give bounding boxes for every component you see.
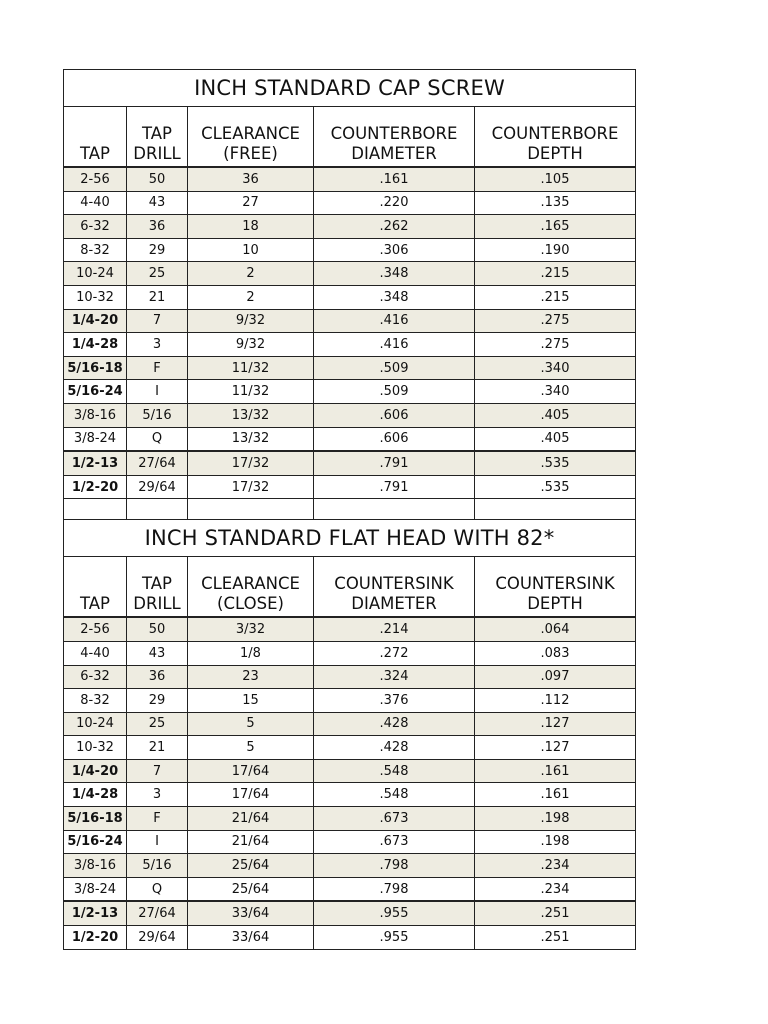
empty-cell[interactable] (64, 499, 127, 520)
flat-header-tap-drill[interactable]: TAP DRILL (127, 557, 188, 618)
table-row (64, 356, 636, 380)
cell-diameter[interactable]: .798 (314, 854, 475, 878)
empty-cell[interactable] (314, 499, 475, 520)
cell-diameter[interactable]: .606 (314, 403, 475, 427)
cell-depth[interactable]: .251 (475, 901, 636, 925)
table-row (64, 736, 636, 760)
cell-tap-drill[interactable]: 36 (127, 665, 188, 689)
cell-clearance[interactable]: 5 (188, 736, 314, 760)
flat-head-title-row (64, 520, 636, 557)
cell-diameter[interactable]: .272 (314, 641, 475, 665)
cell-diameter[interactable]: .416 (314, 309, 475, 333)
table-row (64, 665, 636, 689)
screw-reference-table (63, 69, 636, 950)
cell-depth[interactable]: .215 (475, 262, 636, 286)
cell-tap[interactable]: 1/2-20 (64, 475, 127, 499)
cell-tap-drill[interactable]: I (127, 380, 188, 404)
cell-depth[interactable]: .251 (475, 926, 636, 950)
cell-depth[interactable]: .405 (475, 427, 636, 451)
cell-tap-drill[interactable]: 3 (127, 333, 188, 357)
cell-clearance[interactable]: 9/32 (188, 333, 314, 357)
cell-clearance[interactable]: 25/64 (188, 854, 314, 878)
cell-tap-drill[interactable]: 7 (127, 759, 188, 783)
cell-depth[interactable]: .275 (475, 333, 636, 357)
cap-screw-header-row (64, 107, 636, 168)
cell-depth[interactable]: .127 (475, 736, 636, 760)
cell-tap[interactable]: 5/16-24 (64, 380, 127, 404)
cell-clearance[interactable]: 21/64 (188, 807, 314, 831)
cell-tap-drill[interactable]: 29 (127, 689, 188, 713)
cell-tap[interactable]: 1/2-13 (64, 901, 127, 925)
cell-tap-drill[interactable]: Q (127, 427, 188, 451)
cell-diameter[interactable]: .416 (314, 333, 475, 357)
cell-clearance[interactable]: 2 (188, 262, 314, 286)
table-row (64, 807, 636, 831)
cell-clearance[interactable]: 33/64 (188, 926, 314, 950)
cell-tap-drill[interactable]: 25 (127, 262, 188, 286)
cell-tap-drill[interactable]: 7 (127, 309, 188, 333)
empty-cell[interactable] (475, 499, 636, 520)
cell-depth[interactable]: .340 (475, 356, 636, 380)
cell-depth[interactable]: .165 (475, 215, 636, 239)
cell-tap[interactable]: 4-40 (64, 641, 127, 665)
cell-clearance[interactable]: 17/32 (188, 475, 314, 499)
cell-tap[interactable]: 10-24 (64, 712, 127, 736)
cell-clearance[interactable]: 23 (188, 665, 314, 689)
cell-diameter[interactable]: .214 (314, 617, 475, 641)
flat-head-title[interactable]: INCH STANDARD FLAT HEAD WITH 82* (64, 520, 636, 557)
cell-diameter[interactable]: .606 (314, 427, 475, 451)
cell-clearance[interactable]: 17/64 (188, 783, 314, 807)
cell-tap-drill[interactable]: 3 (127, 783, 188, 807)
cell-diameter[interactable]: .348 (314, 262, 475, 286)
cell-depth[interactable]: .190 (475, 238, 636, 262)
cell-clearance[interactable]: 15 (188, 689, 314, 713)
cell-clearance[interactable]: 10 (188, 238, 314, 262)
cell-tap-drill[interactable]: 29/64 (127, 926, 188, 950)
cell-depth[interactable]: .198 (475, 830, 636, 854)
cell-tap[interactable]: 10-32 (64, 736, 127, 760)
flat-header-clearance[interactable]: CLEARANCE (CLOSE) (188, 557, 314, 618)
cell-diameter[interactable]: .324 (314, 665, 475, 689)
cap-header-clearance[interactable]: CLEARANCE (FREE) (188, 107, 314, 168)
cell-depth[interactable]: .127 (475, 712, 636, 736)
empty-cell[interactable] (188, 499, 314, 520)
cell-tap[interactable]: 1/4-28 (64, 783, 127, 807)
table-row (64, 830, 636, 854)
table-row (64, 689, 636, 713)
cell-diameter[interactable]: .791 (314, 451, 475, 475)
cell-tap[interactable]: 3/8-24 (64, 427, 127, 451)
cell-tap-drill[interactable]: F (127, 356, 188, 380)
cell-tap[interactable]: 4-40 (64, 191, 127, 215)
cell-tap-drill[interactable]: Q (127, 877, 188, 901)
cell-tap[interactable]: 8-32 (64, 238, 127, 262)
cell-tap-drill[interactable]: 21 (127, 285, 188, 309)
flat-head-header-row (64, 557, 636, 618)
cell-depth[interactable]: .234 (475, 854, 636, 878)
table-row (64, 167, 636, 191)
cell-tap[interactable]: 2-56 (64, 617, 127, 641)
cell-tap-drill[interactable]: 25 (127, 712, 188, 736)
cell-depth[interactable]: .234 (475, 877, 636, 901)
cell-tap[interactable]: 5/16-24 (64, 830, 127, 854)
cell-tap[interactable]: 10-32 (64, 285, 127, 309)
table-row (64, 191, 636, 215)
cell-depth[interactable]: .535 (475, 475, 636, 499)
cell-tap-drill[interactable]: 50 (127, 167, 188, 191)
cell-tap-drill[interactable]: 43 (127, 191, 188, 215)
cell-tap[interactable]: 2-56 (64, 167, 127, 191)
cell-clearance[interactable]: 18 (188, 215, 314, 239)
cap-screw-title-row (64, 70, 636, 107)
table-row (64, 759, 636, 783)
cell-tap-drill[interactable]: 29 (127, 238, 188, 262)
cell-diameter[interactable]: .428 (314, 712, 475, 736)
cell-clearance[interactable]: 13/32 (188, 403, 314, 427)
cell-diameter[interactable]: .673 (314, 807, 475, 831)
cell-diameter[interactable]: .955 (314, 926, 475, 950)
table-row (64, 427, 636, 451)
table-row (64, 641, 636, 665)
cell-clearance[interactable]: 11/32 (188, 380, 314, 404)
cell-tap-drill[interactable]: 5/16 (127, 854, 188, 878)
cell-diameter[interactable]: .306 (314, 238, 475, 262)
table-row (64, 238, 636, 262)
table-row (64, 285, 636, 309)
cell-diameter[interactable]: .509 (314, 356, 475, 380)
table-row (64, 262, 636, 286)
table-row (64, 901, 636, 925)
cap-screw-title[interactable]: INCH STANDARD CAP SCREW (64, 70, 636, 107)
cell-depth[interactable]: .215 (475, 285, 636, 309)
cell-depth[interactable]: .198 (475, 807, 636, 831)
cell-diameter[interactable]: .220 (314, 191, 475, 215)
cell-tap[interactable]: 5/16-18 (64, 356, 127, 380)
table-row (64, 877, 636, 901)
cell-clearance[interactable]: 13/32 (188, 427, 314, 451)
cell-clearance[interactable]: 25/64 (188, 877, 314, 901)
cell-clearance[interactable]: 3/32 (188, 617, 314, 641)
cell-clearance[interactable]: 17/64 (188, 759, 314, 783)
cell-diameter[interactable]: .262 (314, 215, 475, 239)
cell-clearance[interactable]: 17/32 (188, 451, 314, 475)
table-row (64, 712, 636, 736)
cell-clearance[interactable]: 2 (188, 285, 314, 309)
table-body (64, 70, 636, 950)
cell-tap[interactable]: 5/16-18 (64, 807, 127, 831)
cell-depth[interactable]: .275 (475, 309, 636, 333)
table-row (64, 475, 636, 499)
cap-header-tap[interactable]: TAP (64, 107, 127, 168)
cell-depth[interactable]: .535 (475, 451, 636, 475)
cell-clearance[interactable]: 21/64 (188, 830, 314, 854)
cell-tap[interactable]: 1/4-20 (64, 309, 127, 333)
cap-header-tap-drill[interactable]: TAP DRILL (127, 107, 188, 168)
cell-depth[interactable]: .083 (475, 641, 636, 665)
cell-clearance[interactable]: 36 (188, 167, 314, 191)
cell-tap-drill[interactable]: 50 (127, 617, 188, 641)
cap-header-counterbore-depth[interactable]: COUNTERBORE DEPTH (475, 107, 636, 168)
cell-clearance[interactable]: 9/32 (188, 309, 314, 333)
empty-spacer-row (64, 499, 636, 520)
cell-diameter[interactable]: .161 (314, 167, 475, 191)
cell-diameter[interactable]: .548 (314, 783, 475, 807)
cell-tap[interactable]: 3/8-24 (64, 877, 127, 901)
cell-depth[interactable]: .105 (475, 167, 636, 191)
cell-tap-drill[interactable]: 29/64 (127, 475, 188, 499)
table-row (64, 926, 636, 950)
flat-header-countersink-depth[interactable]: COUNTERSINK DEPTH (475, 557, 636, 618)
cell-depth[interactable]: .161 (475, 783, 636, 807)
cell-diameter[interactable]: .798 (314, 877, 475, 901)
cell-tap-drill[interactable]: 21 (127, 736, 188, 760)
cell-diameter[interactable]: .548 (314, 759, 475, 783)
table-row (64, 617, 636, 641)
cell-tap[interactable]: 1/2-13 (64, 451, 127, 475)
cell-diameter[interactable]: .348 (314, 285, 475, 309)
cell-tap[interactable]: 8-32 (64, 689, 127, 713)
cell-tap[interactable]: 1/4-28 (64, 333, 127, 357)
cell-tap-drill[interactable]: F (127, 807, 188, 831)
table-row (64, 380, 636, 404)
cell-tap-drill[interactable]: 27/64 (127, 451, 188, 475)
cell-tap-drill[interactable]: 43 (127, 641, 188, 665)
cell-tap[interactable]: 1/2-20 (64, 926, 127, 950)
cell-diameter[interactable]: .673 (314, 830, 475, 854)
table-row (64, 309, 636, 333)
cell-diameter[interactable]: .376 (314, 689, 475, 713)
cell-depth[interactable]: .112 (475, 689, 636, 713)
cell-tap[interactable]: 6-32 (64, 215, 127, 239)
cell-tap-drill[interactable]: 27/64 (127, 901, 188, 925)
cell-tap[interactable]: 1/4-20 (64, 759, 127, 783)
cell-diameter[interactable]: .791 (314, 475, 475, 499)
cell-tap-drill[interactable]: I (127, 830, 188, 854)
empty-cell[interactable] (127, 499, 188, 520)
table-row (64, 854, 636, 878)
cap-header-counterbore-diameter[interactable]: COUNTERBORE DIAMETER (314, 107, 475, 168)
cell-clearance[interactable]: 27 (188, 191, 314, 215)
cell-tap[interactable]: 10-24 (64, 262, 127, 286)
flat-header-countersink-diameter[interactable]: COUNTERSINK DIAMETER (314, 557, 475, 618)
cell-tap[interactable]: 3/8-16 (64, 403, 127, 427)
cell-depth[interactable]: .405 (475, 403, 636, 427)
cell-clearance[interactable]: 33/64 (188, 901, 314, 925)
table-row (64, 403, 636, 427)
cell-tap-drill[interactable]: 5/16 (127, 403, 188, 427)
cell-depth[interactable]: .161 (475, 759, 636, 783)
flat-header-tap[interactable]: TAP (64, 557, 127, 618)
cell-diameter[interactable]: .955 (314, 901, 475, 925)
table-row (64, 215, 636, 239)
cell-clearance[interactable]: 11/32 (188, 356, 314, 380)
table-row (64, 333, 636, 357)
cell-clearance[interactable]: 5 (188, 712, 314, 736)
cell-depth[interactable]: .340 (475, 380, 636, 404)
cell-tap[interactable]: 6-32 (64, 665, 127, 689)
cell-depth[interactable]: .064 (475, 617, 636, 641)
cell-tap-drill[interactable]: 36 (127, 215, 188, 239)
cell-tap[interactable]: 3/8-16 (64, 854, 127, 878)
cell-depth[interactable]: .135 (475, 191, 636, 215)
cell-clearance[interactable]: 1/8 (188, 641, 314, 665)
table-row (64, 451, 636, 475)
cell-diameter[interactable]: .509 (314, 380, 475, 404)
cell-depth[interactable]: .097 (475, 665, 636, 689)
cell-diameter[interactable]: .428 (314, 736, 475, 760)
table-row (64, 783, 636, 807)
spreadsheet-sheet (63, 69, 635, 950)
